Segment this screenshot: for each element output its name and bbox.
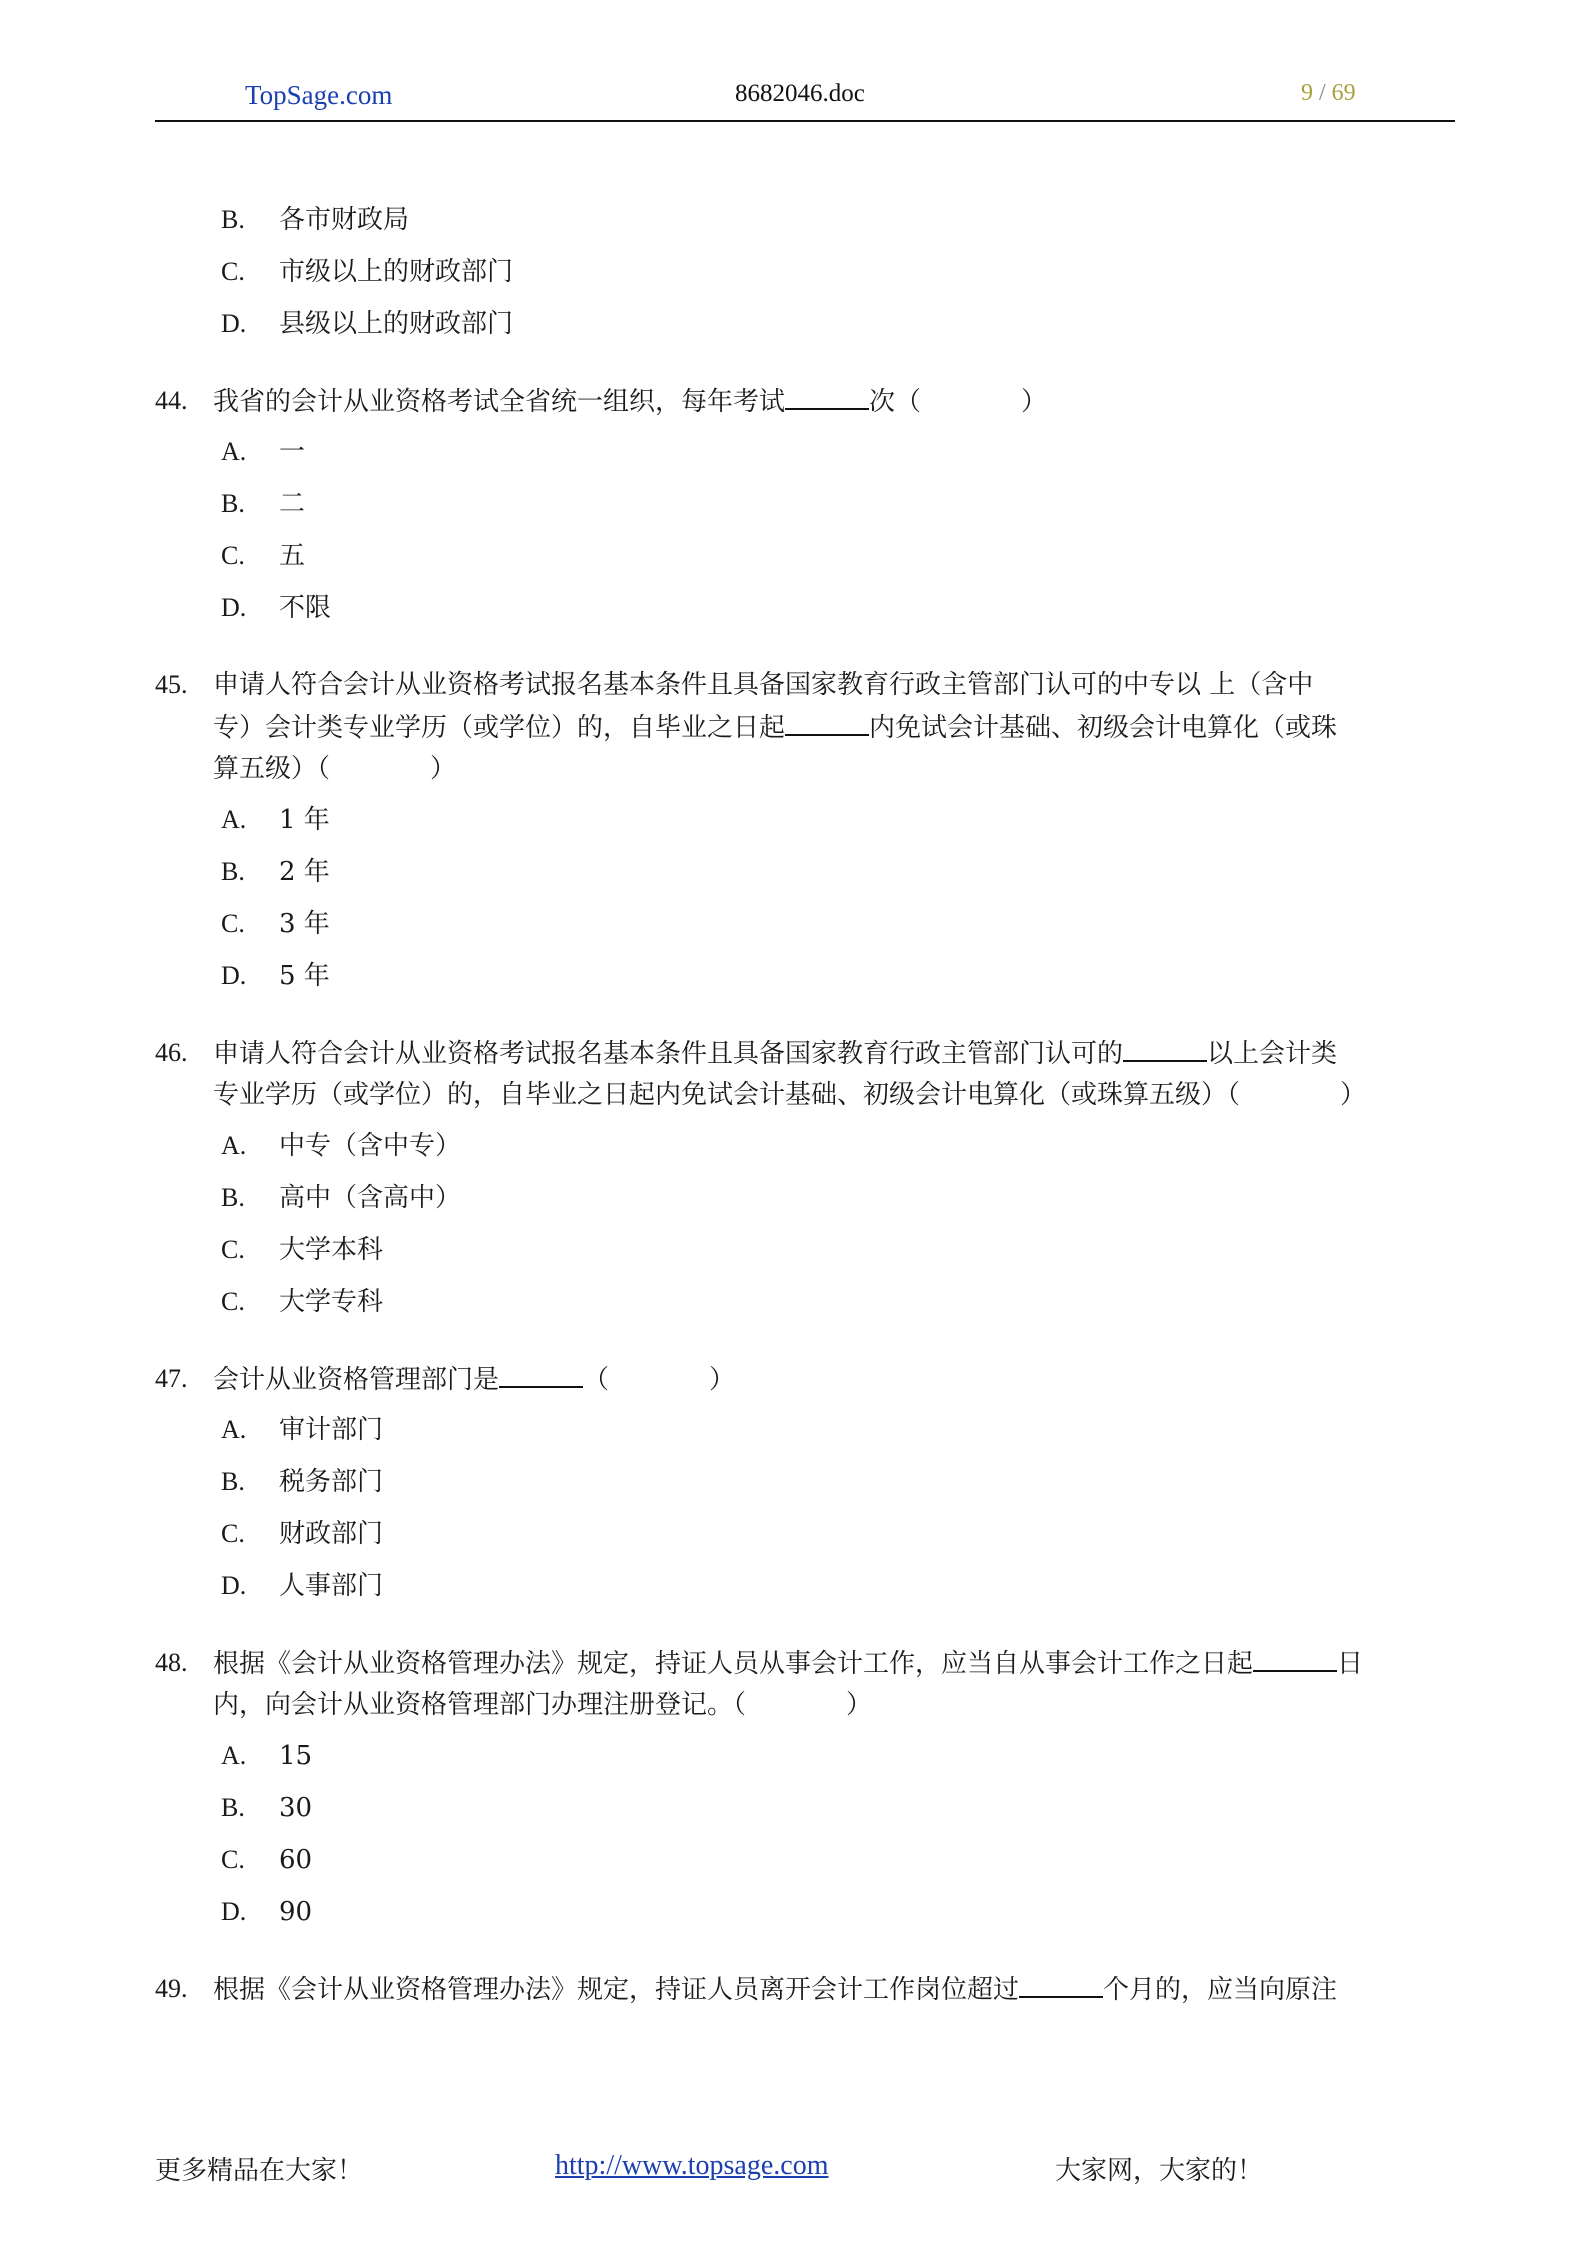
page-total: 69	[1331, 80, 1356, 106]
option-row	[155, 536, 1455, 588]
option-text: 财政部门	[279, 1519, 384, 1549]
option-text: 5 年	[279, 961, 330, 991]
question-text	[213, 1684, 1455, 1726]
answer-blank	[785, 706, 869, 736]
question-text-tail: ）	[1340, 1080, 1367, 1110]
question-text	[213, 1642, 1455, 1685]
option-row	[155, 1126, 1455, 1178]
option-letter: C.	[221, 1287, 245, 1316]
option-letter: B.	[221, 205, 245, 234]
answer-blank	[1253, 1642, 1337, 1672]
option-letter: C.	[221, 541, 245, 570]
header-site-link[interactable]: TopSage.com	[245, 80, 393, 110]
option-text: 2 年	[279, 857, 330, 887]
answer-blank	[1019, 1968, 1103, 1998]
question-text-after: 日	[1337, 1649, 1364, 1679]
page-footer	[155, 2150, 1455, 2190]
option-row	[155, 1514, 1455, 1566]
option-row	[155, 800, 1455, 852]
page-current: 9	[1301, 80, 1313, 106]
question-text	[213, 380, 1455, 423]
footer-left-text: 更多精品在大家！	[155, 2156, 364, 2186]
option-row	[155, 1410, 1455, 1462]
question-options	[155, 800, 1455, 1008]
question-text-after: 个月的，应当向原注	[1103, 1975, 1338, 2005]
page-header	[155, 80, 1455, 122]
option-text: 高中（含高中）	[279, 1183, 462, 1213]
question-48	[155, 1642, 1455, 1944]
question-text: 申请人符合会计从业资格考试报名基本条件且具备国家教育行政主管部门认可的中专以 上（含中	[213, 670, 1314, 700]
question-line	[155, 748, 1455, 790]
option-row	[155, 588, 1455, 640]
option-text: 60	[279, 1845, 313, 1875]
option-row	[155, 1788, 1455, 1840]
option-text: 90	[279, 1897, 313, 1927]
question-text-tail: ）	[1021, 387, 1048, 417]
header-page-number	[1301, 80, 1356, 107]
question-49	[155, 1968, 1455, 2010]
option-row	[155, 252, 1455, 304]
question-text-before: 我省的会计从业资格考试全省统一组织，每年考试	[213, 387, 786, 417]
option-letter: D.	[221, 1897, 247, 1926]
question-46	[155, 1032, 1455, 1334]
question-text-before: 根据《会计从业资格管理办法》规定，持证人员离开会计工作岗位超过	[213, 1975, 1020, 2005]
question-number: 46.	[155, 1038, 188, 1067]
question-text-before: 会计从业资格管理部门是	[213, 1365, 500, 1395]
question-text	[213, 748, 1455, 790]
option-row	[155, 1282, 1455, 1334]
option-letter: A.	[221, 805, 247, 834]
option-row	[155, 304, 1455, 356]
option-row	[155, 1462, 1455, 1514]
option-text: 二	[279, 489, 306, 519]
option-letter: B.	[221, 1183, 245, 1212]
question-text-before: 申请人符合会计从业资格考试报名基本条件且具备国家教育行政主管部门认可的	[213, 1039, 1124, 1069]
question-text-after: 次（	[869, 387, 922, 417]
option-letter: D.	[221, 309, 247, 338]
document-content	[155, 200, 1455, 2010]
option-row	[155, 1892, 1455, 1944]
question-text-after: 内免试会计基础、初级会计电算化（或珠	[869, 713, 1338, 743]
question-number: 49.	[155, 1974, 188, 2003]
option-letter: C.	[221, 1519, 245, 1548]
question-47	[155, 1358, 1455, 1618]
option-text: 一	[279, 437, 306, 467]
question-text	[213, 706, 1455, 749]
option-row	[155, 904, 1455, 956]
option-text: 3 年	[279, 909, 330, 939]
question-text-before: 内，向会计从业资格管理部门办理注册登记。（	[213, 1690, 747, 1720]
question-line	[155, 1968, 1455, 2010]
option-text: 不限	[279, 593, 332, 623]
question-text-tail: ）	[846, 1690, 873, 1720]
question-text	[213, 1074, 1455, 1116]
prev-question-options	[155, 200, 1455, 356]
option-text: 1 年	[279, 805, 330, 835]
option-letter: B.	[221, 489, 245, 518]
option-row	[155, 1840, 1455, 1892]
option-text: 大学本科	[279, 1235, 384, 1265]
question-options	[155, 1736, 1455, 1944]
option-text: 五	[279, 541, 306, 571]
option-letter: B.	[221, 1793, 245, 1822]
question-45	[155, 664, 1455, 1008]
option-text: 中专（含中专）	[279, 1131, 462, 1161]
question-line	[155, 1074, 1455, 1116]
question-number: 48.	[155, 1648, 188, 1677]
answer-blank	[499, 1358, 583, 1388]
option-letter: C.	[221, 1845, 245, 1874]
option-text: 人事部门	[279, 1571, 384, 1601]
option-row	[155, 200, 1455, 252]
option-letter: D.	[221, 593, 247, 622]
question-line	[155, 1684, 1455, 1726]
question-line	[155, 1032, 1455, 1074]
question-text-before: 根据《会计从业资格管理办法》规定，持证人员从事会计工作，应当自从事会计工作之日起	[213, 1649, 1254, 1679]
option-letter: C.	[221, 257, 245, 286]
question-number: 45.	[155, 670, 188, 699]
option-row	[155, 484, 1455, 536]
question-line	[155, 1358, 1455, 1400]
question-text-after: （	[583, 1365, 610, 1395]
option-letter: B.	[221, 857, 245, 886]
question-line	[155, 706, 1455, 748]
option-text: 30	[279, 1793, 313, 1823]
option-text: 各市财政局	[279, 205, 410, 235]
question-text	[213, 1968, 1455, 2011]
option-letter: A.	[221, 1131, 247, 1160]
question-line	[155, 380, 1455, 422]
question-text	[213, 1032, 1455, 1075]
option-text: 县级以上的财政部门	[279, 309, 514, 339]
option-letter: A.	[221, 1741, 247, 1770]
option-text: 15	[279, 1741, 313, 1771]
question-options	[155, 1410, 1455, 1618]
option-row	[155, 956, 1455, 1008]
option-letter: D.	[221, 961, 247, 990]
answer-blank	[785, 380, 869, 410]
header-doc-name: 8682046.doc	[735, 80, 865, 107]
option-row	[155, 852, 1455, 904]
question-number: 47.	[155, 1364, 188, 1393]
option-text: 市级以上的财政部门	[279, 257, 514, 287]
option-text: 税务部门	[279, 1467, 384, 1497]
question-text-after: 以上会计类	[1207, 1039, 1338, 1069]
question-line	[155, 664, 1455, 706]
option-letter: C.	[221, 909, 245, 938]
option-text: 大学专科	[279, 1287, 384, 1317]
option-letter: D.	[221, 1571, 247, 1600]
question-text-before: 算五级）（	[213, 754, 331, 784]
question-text-before: 专业学历（或学位）的，自毕业之日起内免试会计基础、初级会计电算化（或珠算五级）（	[213, 1080, 1241, 1110]
option-letter: C.	[221, 1235, 245, 1264]
question-text-tail: ）	[430, 754, 457, 784]
question-text-before: 专）会计类专业学历（或学位）的，自毕业之日起	[213, 713, 786, 743]
option-text: 审计部门	[279, 1415, 384, 1445]
option-row	[155, 1230, 1455, 1282]
question-options	[155, 1126, 1455, 1334]
question-44	[155, 380, 1455, 640]
option-letter: B.	[221, 1467, 245, 1496]
question-text-tail: ）	[709, 1365, 736, 1395]
option-letter: A.	[221, 437, 247, 466]
footer-link[interactable]: http://www.topsage.com	[555, 2150, 829, 2181]
question-text	[213, 1358, 1455, 1401]
option-row	[155, 432, 1455, 484]
option-row	[155, 1736, 1455, 1788]
question-number: 44.	[155, 386, 188, 415]
question-options	[155, 432, 1455, 640]
page-separator: /	[1319, 80, 1326, 106]
option-letter: A.	[221, 1415, 247, 1444]
option-row	[155, 1566, 1455, 1618]
question-line	[155, 1642, 1455, 1684]
option-row	[155, 1178, 1455, 1230]
footer-right-text: 大家网，大家的！	[1055, 2156, 1264, 2186]
answer-blank	[1123, 1032, 1207, 1062]
